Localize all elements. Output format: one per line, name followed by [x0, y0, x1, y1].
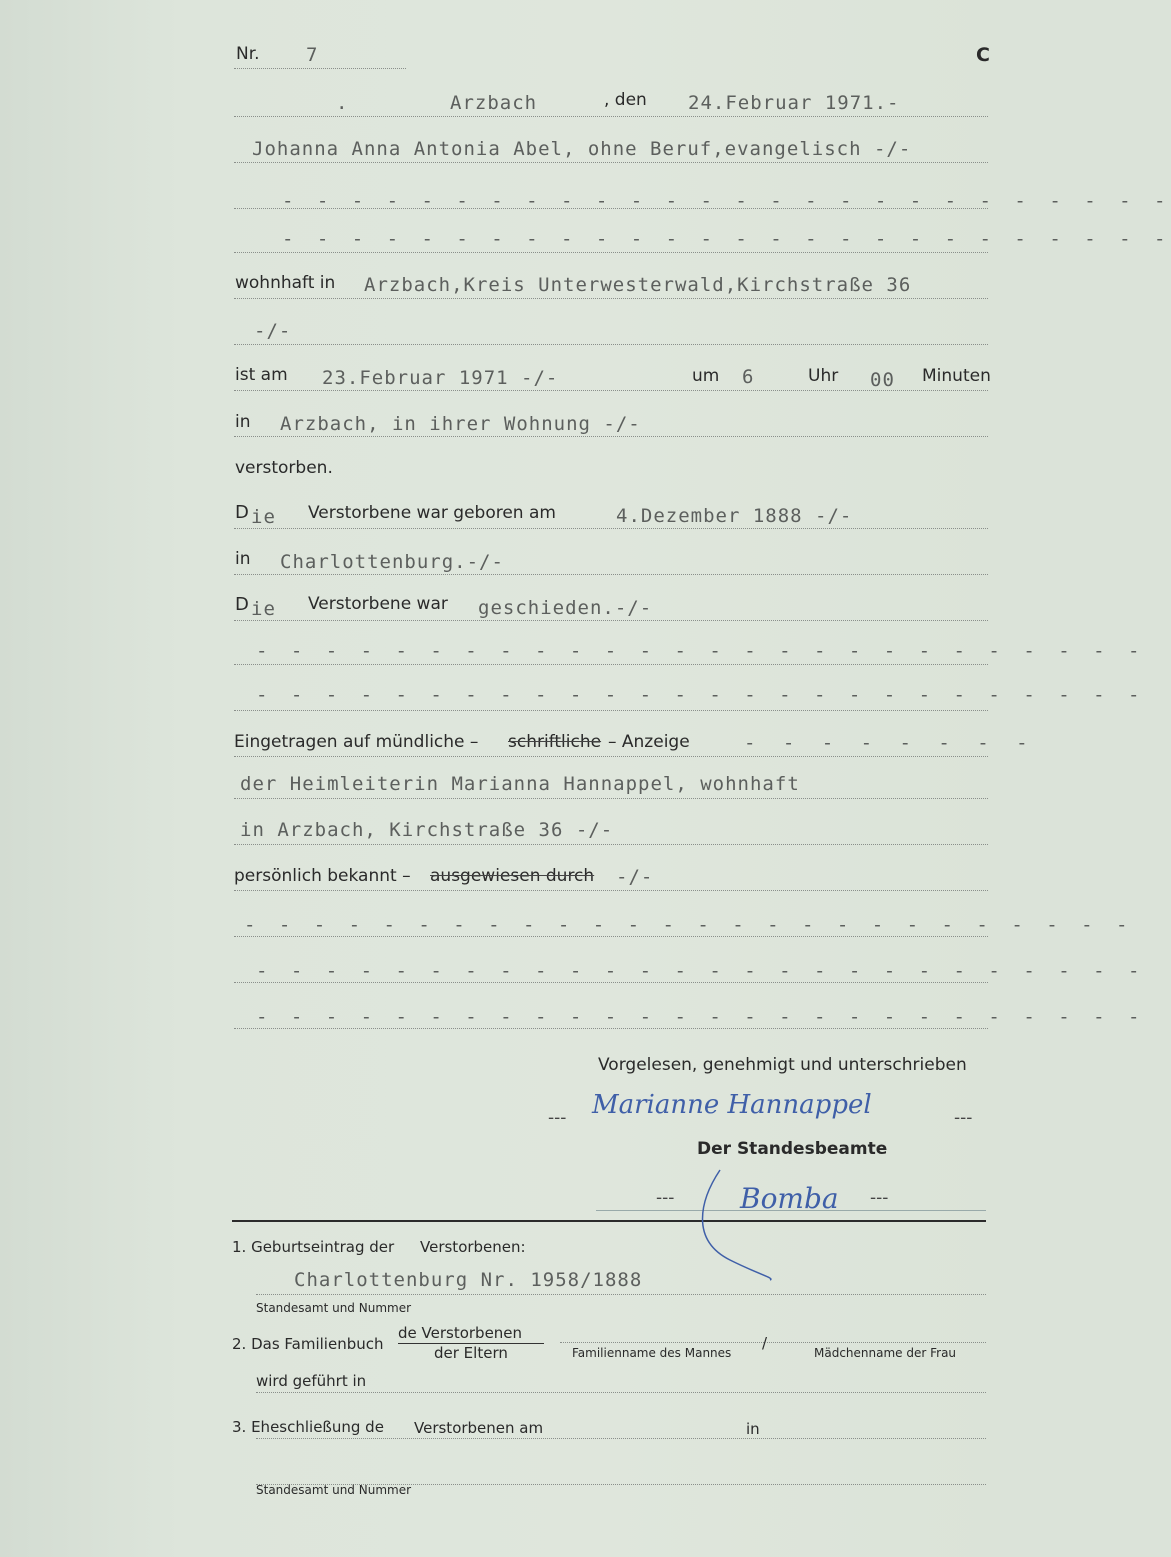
death-minutes: 00: [870, 369, 895, 391]
signature-stroke: [690, 1160, 830, 1290]
nr-line: [234, 68, 406, 69]
nr-value: 7: [306, 44, 319, 66]
informant-marks-right: ---: [954, 1108, 973, 1128]
death-hour: 6: [742, 366, 755, 388]
informant-signature: Marianne Hannappel: [592, 1090, 872, 1120]
bekannt-label: persönlich bekannt –: [234, 866, 411, 886]
item2-bottom: der Eltern: [434, 1344, 508, 1362]
ist-am-label: ist am: [235, 365, 288, 385]
minuten-label: Minuten: [922, 366, 991, 386]
address: Arzbach,Kreis Unterwesterwald,Kirchstraße 36: [364, 274, 912, 296]
filler-line-2: [234, 252, 988, 253]
informant-line-2: in Arzbach, Kirchstraße 36 -/-: [240, 819, 614, 841]
register-date: 24.Februar 1971.-: [688, 92, 900, 114]
official-marks-right: ---: [870, 1188, 889, 1208]
item1-line: [256, 1294, 986, 1295]
filler-line-4: [234, 710, 988, 711]
die-suffix-1: ie: [251, 506, 276, 528]
birth-place-line: [234, 574, 988, 575]
anzeige-dashes: - - - - - - - -: [744, 732, 1036, 754]
death-date-line: [234, 390, 988, 391]
status-line: [234, 620, 988, 621]
uhr-label: Uhr: [808, 366, 839, 386]
date-line: [234, 116, 988, 117]
maedchenname-frau-label: Mädchenname der Frau: [814, 1346, 957, 1360]
official-signature: Bomba: [740, 1182, 839, 1215]
status-label: Verstorbene war: [308, 594, 448, 614]
nr-label: Nr.: [236, 44, 260, 64]
birth-date: 4.Dezember 1888 -/-: [616, 505, 853, 527]
schriftliche-struck: schriftliche: [508, 732, 602, 752]
in-label-2: in: [235, 549, 251, 569]
familienname-mannes-label: Familienname des Mannes: [572, 1346, 732, 1360]
place-dash: .: [336, 92, 349, 114]
filler-line-5: [234, 936, 988, 937]
place: Arzbach: [450, 92, 538, 114]
item3-line: [256, 1438, 986, 1439]
filler-dashes-2: - - - - - - - - - - - - - - - - - - - - - - - - - -: [282, 228, 1171, 250]
standesbeamte-label: Der Standesbeamte: [697, 1139, 888, 1159]
standesamt-nummer-label-1: Standesamt und Nummer: [256, 1301, 412, 1315]
informant-rule-1: [234, 798, 988, 799]
address-line-2: [234, 344, 988, 345]
address-cont: -/-: [254, 320, 292, 342]
official-marks-left: ---: [656, 1188, 675, 1208]
item3-label: 3. Eheschließung de: [232, 1418, 384, 1436]
d-letter-2: D: [235, 594, 249, 615]
item1-value: Charlottenburg Nr. 1958/1888: [294, 1269, 643, 1291]
deceased-name: Johanna Anna Antonia Abel, ohne Beruf,evangelisch -/-: [252, 138, 912, 160]
standesamt-nummer-label-2: Standesamt und Nummer: [256, 1483, 412, 1497]
wird-gefuehrt-label: wird geführt in: [256, 1372, 367, 1390]
corner-letter: C: [976, 44, 990, 66]
item2-label: 2. Das Familienbuch: [232, 1335, 384, 1353]
eingetragen-line: [234, 756, 988, 757]
informant-line-1: der Heimleiterin Marianna Hannappel, wohnhaft: [240, 773, 800, 795]
bekannt-line: [234, 890, 988, 891]
address-line: [234, 298, 988, 299]
item2-top: de Verstorbenen: [398, 1324, 523, 1342]
filler-line-3: [234, 664, 988, 665]
bekannt-value: -/-: [616, 866, 654, 888]
eingetragen-label: Eingetragen auf mündliche –: [234, 732, 479, 752]
item2-name-line: [560, 1342, 986, 1343]
d-letter-1: D: [235, 502, 249, 523]
vorgelesen-text: Vorgelesen, genehmigt und unterschrieben: [598, 1055, 967, 1075]
filler-line-6: [234, 982, 988, 983]
birth-date-line: [234, 528, 988, 529]
den-label: , den: [604, 90, 647, 110]
wohnhaft-label: wohnhaft in: [235, 273, 336, 293]
marital-status: geschieden.-/-: [478, 597, 653, 619]
death-place: Arzbach, in ihrer Wohnung -/-: [280, 413, 641, 435]
filler-dashes-3: - - - - - - - - - - - - - - - - - - - - - - - - - -: [256, 640, 1146, 662]
item3-mid: Verstorbenen am: [414, 1419, 544, 1437]
birth-place: Charlottenburg.-/-: [280, 551, 504, 573]
die-suffix-2: ie: [251, 598, 276, 620]
item3-in: in: [746, 1420, 760, 1438]
item1-label: 1. Geburtseintrag der: [232, 1238, 395, 1256]
informant-rule-2: [234, 844, 988, 845]
section-divider: [232, 1220, 986, 1222]
filler-dashes-1: - - - - - - - - - - - - - - - - - - - - - - - - - -: [282, 190, 1171, 212]
informant-marks-left: ---: [548, 1108, 567, 1128]
death-date: 23.Februar 1971 -/-: [322, 367, 559, 389]
born-label: Verstorbene war geboren am: [308, 503, 556, 523]
death-place-line: [234, 436, 988, 437]
filler-dashes-7: - - - - - - - - - - - - - - - - - - - - - - - - - -: [256, 1006, 1146, 1028]
filler-dashes-5: - - - - - - - - - - - - - - - - - - - - - - - - - -: [244, 914, 1134, 936]
item2-line: [256, 1392, 986, 1393]
anzeige-label: – Anzeige: [608, 732, 690, 752]
ausgewiesen-struck: ausgewiesen durch: [430, 866, 595, 886]
um-label: um: [692, 366, 720, 386]
name-line: [234, 162, 988, 163]
filler-line-7: [234, 1028, 988, 1029]
verstorben-label: verstorben.: [235, 458, 333, 478]
in-label-1: in: [235, 412, 251, 432]
filler-dashes-6: - - - - - - - - - - - - - - - - - - - - - - - - - -: [256, 960, 1146, 982]
name-slash: /: [762, 1334, 768, 1352]
filler-dashes-4: - - - - - - - - - - - - - - - - - - - - - - - - - -: [256, 684, 1146, 706]
filler-line-1: [234, 208, 988, 209]
item1-suffix: Verstorbenen:: [420, 1238, 526, 1256]
